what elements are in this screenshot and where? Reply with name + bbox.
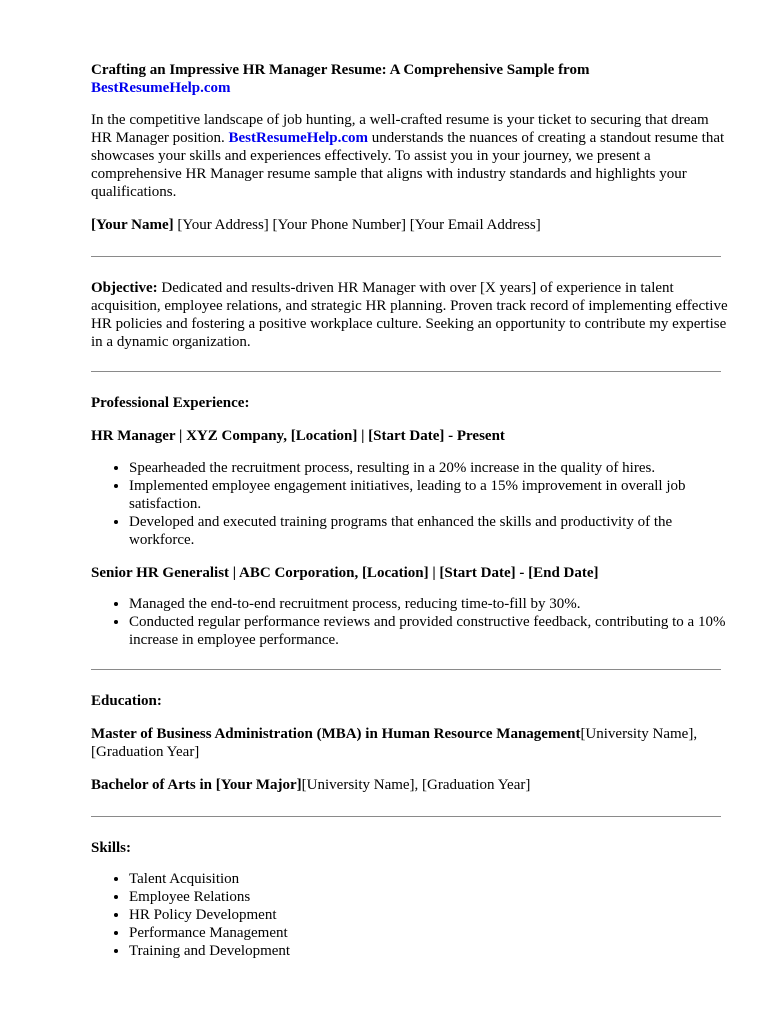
document-title <box>91 61 731 97</box>
education-heading: Education: <box>91 693 162 709</box>
list-item: • Conducted regular performance reviews and provided constructive feedback, contributing to a 10% increase in employee performance. <box>129 613 731 649</box>
list-item: • Developed and executed training programs that enhanced the skills and productivity of the workforce. <box>129 513 731 549</box>
degree: Master of Business Administration (MBA) in Human Resource Management <box>91 726 581 742</box>
title-link[interactable]: BestResumeHelp.com <box>91 80 231 96</box>
intro-text-1: In the competitive landscape of job hunting, a well-crafted resume is your ticket to securing that dream HR Manager position. <box>91 112 709 146</box>
job-title-2: Senior HR Generalist | ABC Corporation, [Location] | [Start Date] - [End Date] <box>91 565 599 581</box>
title-text: Crafting an Impressive HR Manager Resume: A Comprehensive Sample from <box>91 62 590 78</box>
degree-details: [University Name], [Graduation Year] <box>301 777 531 793</box>
job-2-bullets <box>91 595 731 649</box>
job-title-1: HR Manager | XYZ Company, [Location] | [Start Date] - Present <box>91 428 505 444</box>
objective-section <box>91 279 731 351</box>
degree: Bachelor of Arts in [Your Major] <box>91 777 302 793</box>
list-item: • Managed the end-to-end recruitment process, reducing time-to-fill by 30%. <box>129 595 731 613</box>
education-item-2 <box>91 776 731 794</box>
list-item: • Performance Management <box>129 924 731 942</box>
skills-heading: Skills: <box>91 840 132 856</box>
objective-label: Objective: <box>91 280 158 296</box>
experience-heading: Professional Experience: <box>91 395 250 411</box>
intro-link[interactable]: BestResumeHelp.com <box>228 130 369 146</box>
list-item: • HR Policy Development <box>129 906 731 924</box>
intro-paragraph <box>91 111 731 201</box>
divider <box>91 816 721 817</box>
intro-text-2: understands the nuances of creating a standout resume that showcases your skills and experiences effectively. To assist you in your journey, we present a comprehensive HR Manager resume sample that aligns with industry standards and highlights your qualifications. <box>91 130 725 200</box>
list-item: • Talent Acquisition <box>129 870 731 888</box>
contact-name: [Your Name] <box>91 217 174 233</box>
divider <box>91 371 721 372</box>
divider <box>91 256 721 257</box>
document-content <box>91 61 731 960</box>
objective-text: Dedicated and results-driven HR Manager with over [X years] of experience in talent acquisition, employee relations, and strategic HR planning. Proven track record of implementing effective HR policies and fostering a positive workplace culture. Seeking an opportunity to contribute my expertise in a dynamic organization. <box>91 280 728 350</box>
list-item: • Spearheaded the recruitment process, resulting in a 20% increase in the quality of hires. <box>129 459 731 477</box>
education-item-1 <box>91 725 731 761</box>
list-item: • Employee Relations <box>129 888 731 906</box>
degree-details: [University Name], [Graduation Year] <box>91 726 698 760</box>
job-1-bullets <box>91 459 731 549</box>
contact-details: [Your Address] [Your Phone Number] [Your Email Address] <box>177 217 541 233</box>
skills-list <box>91 870 731 960</box>
list-item: • Implemented employee engagement initiatives, leading to a 15% improvement in overall job satisfaction. <box>129 477 731 513</box>
divider <box>91 669 721 670</box>
list-item: • Training and Development <box>129 942 731 960</box>
contact-line <box>91 216 731 234</box>
